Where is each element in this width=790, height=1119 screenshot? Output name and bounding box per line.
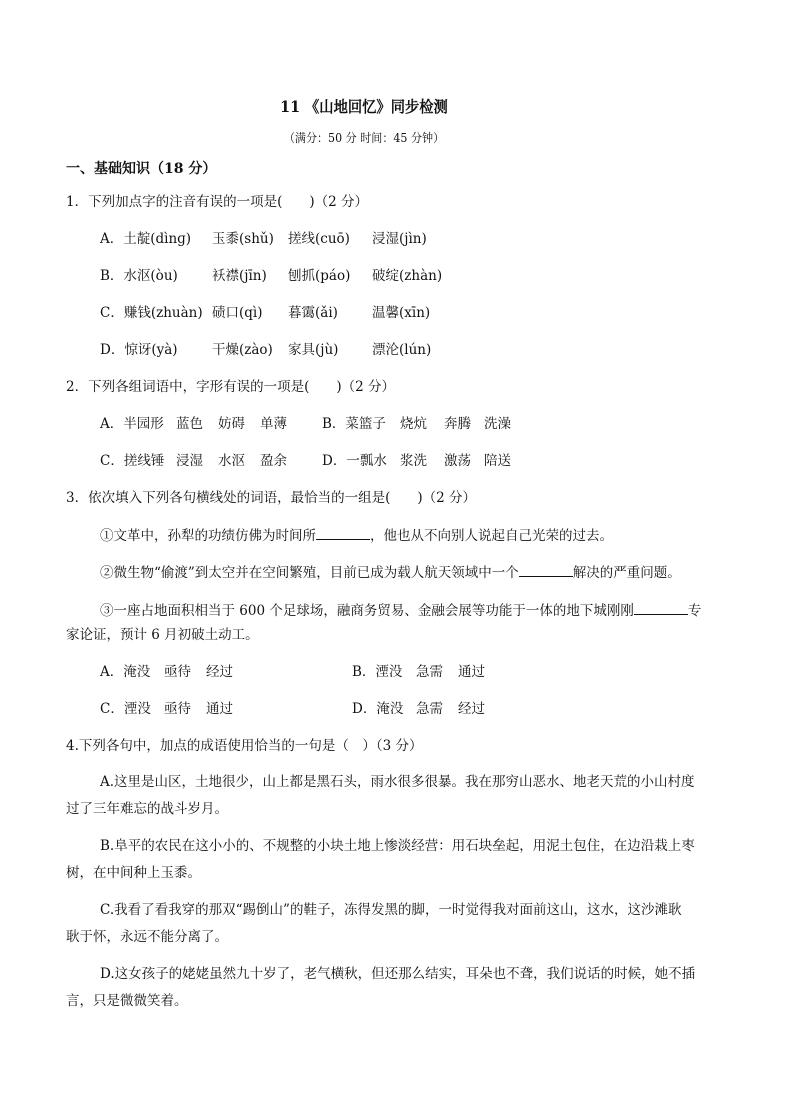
q3-b-3: 通过 [458,664,485,680]
q3-b-1: B．湮没 [352,664,403,680]
q2-a-2: 蓝色 [176,416,203,432]
q2-d-2: 浆洗 [400,453,427,469]
q2-c-3: 水沤 [218,453,245,469]
q2-c-4: 盈余 [260,453,287,469]
q3-sentence-2 [100,562,681,583]
q1-option-d-1: D．惊讶(yà) [100,342,178,358]
q2-d-4: 陪送 [484,453,511,469]
q2-a-4: 单薄 [260,416,287,432]
question-1-stem: 1．下列加点字的注音有误的一项是( )（2 分） [66,194,369,210]
q3-sentence-3-cont: 家论证，预计 6 月初破土动工。 [66,627,259,643]
q3-sentence-1 [100,525,613,546]
q1-option-c-2: 碛口(qì) [212,305,263,321]
q3-a-1: A．淹没 [100,664,151,680]
question-3-stem: 3．依次填入下列各句横线处的词语，最恰当的一组是( )（2 分） [66,490,477,506]
q4-option-a-line1: A.这里是山区，土地很少，山上都是黑石头，雨水很多很暴。我在那穷山恶水、地老天荒的小山村度 [100,774,695,790]
q3-b-2: 急需 [416,664,443,680]
q2-d-1: D．一瓢水 [322,453,387,469]
q3-d-2: 急需 [416,701,443,717]
q1-option-a-1: A．土靛(dìnɡ) [100,231,192,247]
section-heading: 一、基础知识（18 分） [66,161,217,177]
q1-option-b-4: 破绽(zhàn) [372,268,443,284]
q4-option-d-line2: 言，只是微微笑着。 [66,993,188,1009]
q1-option-d-2: 干燥(zào) [212,342,273,358]
q4-option-c-line1: C.我看了看我穿的那双“踢倒山”的鞋子，冻得发黑的脚，一时觉得我对面前这山，这水，这沙滩耿 [100,902,682,918]
q4-option-b-line2: 树，在中间种上玉黍。 [66,865,201,881]
q3-s1-before: ①文革中，孙犁的功绩仿佛为时间所 [100,528,316,544]
page-title: 11 《山地回忆》同步检测 [280,97,448,116]
q2-d-3: 激荡 [444,453,471,469]
q3-a-3: 经过 [206,664,233,680]
q1-option-d-4: 漂沦(lún) [372,342,432,358]
q1-option-a-2: 玉黍(shǔ) [212,231,274,247]
q1-option-d-3: 家具(jù) [288,342,339,358]
q2-a-1: A．半园形 [100,416,164,432]
q1-option-c-4: 温馨(xīn) [372,305,431,321]
q1-option-b-1: B．水沤(òu) [100,268,178,284]
q2-b-4: 洗澡 [484,416,511,432]
q3-sentence-3 [100,600,701,621]
q3-blank-3 [634,600,688,615]
q1-option-c-3: 暮霭(ǎi) [288,305,338,321]
q2-c-2: 浸湿 [176,453,203,469]
q2-b-2: 烧炕 [400,416,427,432]
q3-s1-after: ，他也从不向别人说起自己光荣的过去。 [370,528,613,544]
q1-option-b-3: 刨抓(páo) [288,268,351,284]
q3-c-3: 通过 [206,701,233,717]
q1-option-a-4: 浸湿(jìn) [372,231,427,247]
q3-s3-after: 专 [687,603,702,619]
q4-option-b-line1: B.阜平的农民在这小小的、不规整的小块土地上惨淡经营：用石块垒起，用泥土包住，在边沿栽上枣 [100,838,695,854]
page-subtitle: （满分：50 分 时间：45 分钟） [283,131,445,145]
q2-a-3: 妨碍 [218,416,245,432]
q4-option-a-line2: 过了三年难忘的战斗岁月。 [66,801,228,817]
q3-s3-before: ③一座占地面积相当于 600 个足球场，融商务贸易、金融会展等功能于一体的地下城刚刚 [100,603,634,619]
q4-option-d-line1: D.这女孩子的姥姥虽然九十岁了，老气横秋，但还那么结实，耳朵也不聋，我们说话的时候，她不插 [100,966,696,982]
q3-a-2: 亟待 [164,664,191,680]
q2-b-1: B．菜篮子 [322,416,386,432]
q3-c-2: 亟待 [164,701,191,717]
q3-d-3: 经过 [458,701,485,717]
q2-b-3: 奔腾 [444,416,471,432]
q2-c-1: C．搓线锤 [100,453,165,469]
question-2-stem: 2．下列各组词语中，字形有误的一项是( )（2 分） [66,379,396,395]
q3-blank-1 [316,525,370,540]
q1-option-b-2: 袄襟(jīn) [212,268,267,284]
q3-s2-after: 解决的严重问题。 [572,565,681,581]
q3-d-1: D．淹没 [352,701,404,717]
q4-option-c-line2: 耿于怀，永远不能分离了。 [66,929,228,945]
q1-option-c-1: C．赚钱(zhuàn) [100,305,203,321]
q3-blank-2 [519,562,573,577]
q1-option-a-3: 搓线(cuō) [288,231,350,247]
question-4-stem: 4.下列各句中，加点的成语使用恰当的一句是（ ）（3 分） [66,738,423,754]
q3-c-1: C．湮没 [100,701,151,717]
q3-s2-before: ②微生物“偷渡”到太空并在空间繁殖，目前已成为载人航天领域中一个 [100,565,519,581]
